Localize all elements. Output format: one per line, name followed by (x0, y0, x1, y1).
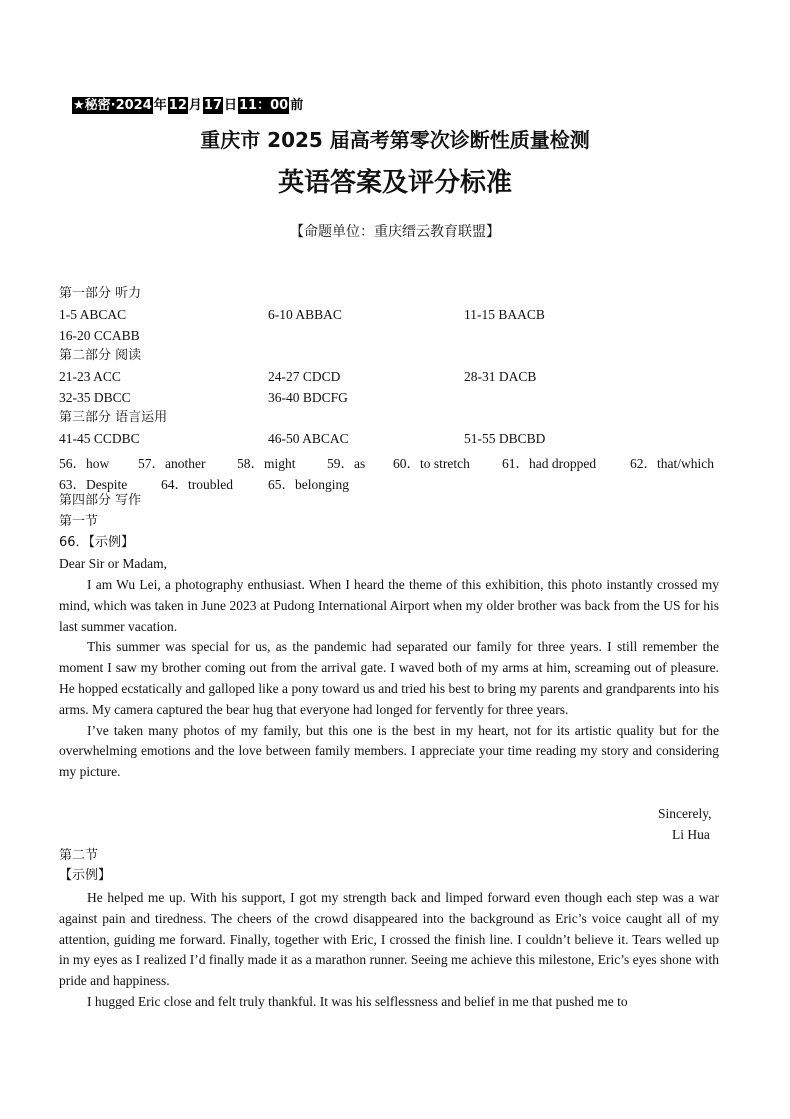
secret-seg-3: 月 (188, 98, 202, 113)
fill-answer: 62．that/which (630, 456, 714, 471)
answer-group: 51-55 DBCBD (464, 431, 546, 446)
story-paragraph: I hugged Eric close and felt truly thankful. It was his selflessness and belief in me that pushed me to (87, 993, 628, 1009)
section2-heading: 第二节 (59, 848, 99, 863)
letter-paragraph: I am Wu Lei, a photography enthusiast. When I heard the theme of this exhibition, this photo instantly crossed my mind, which was taken in June 2023 at Pudong International Airport when my older brother was back from the US for his last summer vacation. (59, 577, 719, 634)
answer-group: 28-31 DACB (464, 369, 537, 384)
fill-answer: 60．to stretch (393, 456, 470, 471)
secret-seg-7: 前 (290, 98, 304, 113)
secret-seg-2: 12 (168, 98, 187, 113)
part3-heading: 第三部分 语言运用 (59, 410, 168, 425)
fill-answer: 56．how (59, 456, 110, 471)
letter-salutation: Dear Sir or Madam, (59, 556, 167, 571)
answer-group: 41-45 CCDBC (59, 431, 140, 446)
letter-closing: Sincerely, (658, 806, 712, 821)
sample-label: 【示例】 (59, 868, 112, 883)
issuer-line: 【命题单位：重庆缙云教育联盟】 (290, 224, 500, 240)
fill-answer: 61．had dropped (502, 456, 597, 471)
fill-answer: 64．troubled (161, 477, 233, 492)
answer-group: 11-15 BAACB (464, 307, 545, 322)
answer-group: 32-35 DBCC (59, 390, 131, 405)
secret-seg-5: 日 (224, 98, 238, 113)
answer-group: 36-40 BDCFG (268, 390, 348, 405)
fill-answer: 65．belonging (268, 477, 349, 492)
letter-paragraph: I’ve taken many photos of my family, but this one is the best in my heart, not for its artistic quality but for the overwhelming emotions and the love between family members. I appreciate your time reading my story and considering my picture. (59, 722, 719, 780)
part2-heading: 第二部分 阅读 (59, 348, 142, 363)
answer-group: 24-27 CDCD (268, 369, 341, 384)
section1-heading: 第一节 (59, 514, 99, 529)
part1-heading: 第一部分 听力 (59, 286, 142, 301)
fill-answer: 57．another (138, 456, 206, 471)
fill-answer: 58．might (237, 456, 296, 471)
letter-body (59, 575, 719, 783)
letter-paragraph: This summer was special for us, as the pandemic had separated our family for three years. I still remember the moment I saw my brother coming out from the arrival gate. I waved both of my arms at him, screaming out of pleasure. He hopped ecstatically and galloped like a pony toward us and tried his best to bring my parents and grandparents into his arms. My camera captured the bear hug that everyone had longed for fervently for three years. (59, 639, 719, 717)
sample-label: 66．【示例】 (59, 535, 135, 550)
confidential-banner (72, 97, 304, 114)
letter-signature: Li Hua (672, 827, 710, 842)
answer-group: 16-20 CCABB (59, 328, 140, 343)
fill-answer: 63．Despite (59, 477, 128, 492)
document-title: 英语答案及评分标准 (277, 168, 512, 198)
secret-seg-6: 11：00 (239, 98, 289, 113)
story-paragraph: He helped me up. With his support, I got my strength back and limped forward even though each step was a war against pain and tiredness. The cheers of the crowd disappeared into the background as Eric’s voice caught all of my attention, guiding me forward. Finally, together with Eric, I crossed the finish line. I couldn’t believe it. Tears welled up in my eyes as I realized I’d finally made it as a marathon runner. Seeing me achieve this milestone, Eric’s eyes shone with pride and happiness. (59, 890, 719, 989)
secret-seg-0: ★秘密·2024 (73, 98, 152, 113)
answer-group: 21-23 ACC (59, 369, 121, 384)
answer-group: 1-5 ABCAC (59, 307, 127, 322)
answer-group: 46-50 ABCAC (268, 431, 349, 446)
story-body (59, 888, 719, 1013)
fill-answer: 59．as (327, 456, 366, 471)
answer-group: 6-10 ABBAC (268, 307, 342, 322)
part4-heading: 第四部分 写作 (59, 493, 142, 508)
secret-seg-1: 年 (153, 98, 167, 113)
exam-title: 重庆市 2025 届高考第零次诊断性质量检测 (200, 128, 590, 152)
secret-seg-4: 17 (203, 98, 222, 113)
